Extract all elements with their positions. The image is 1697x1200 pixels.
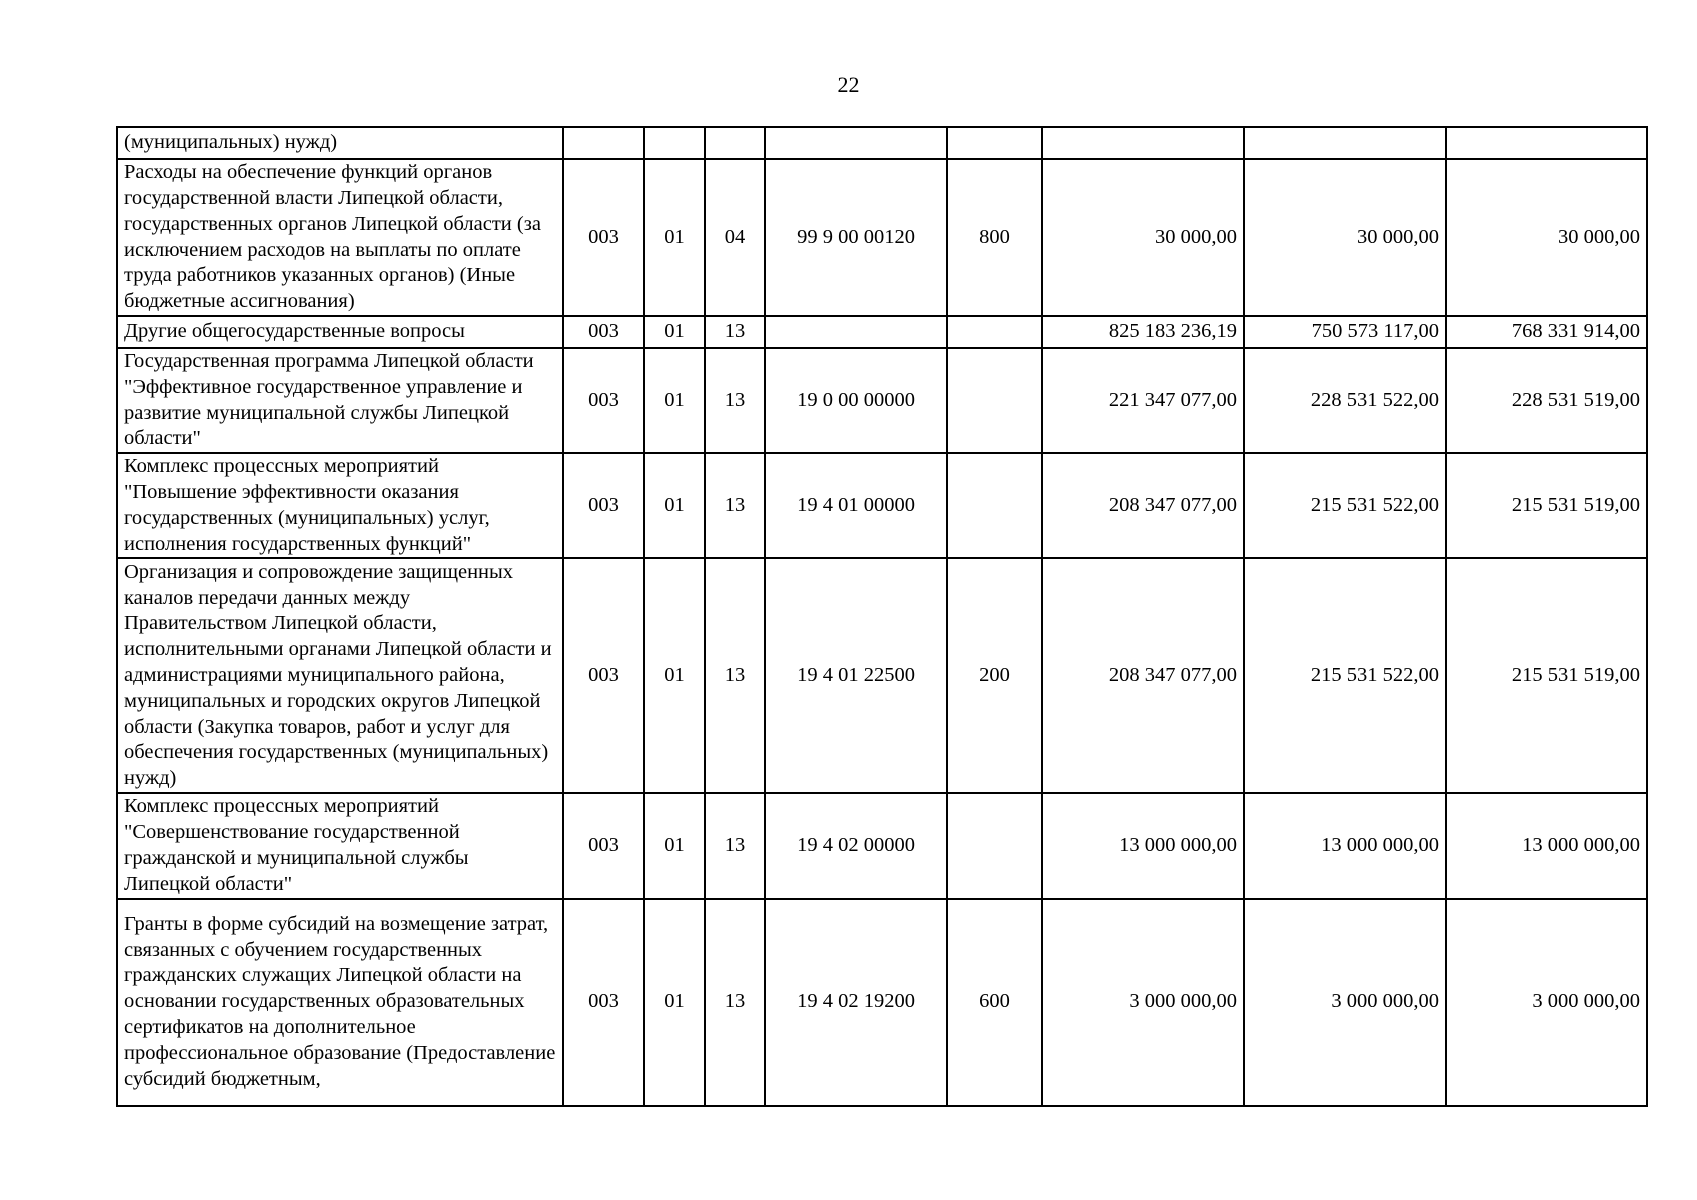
target-code: 19 4 01 00000 xyxy=(765,453,947,558)
section-code: 01 xyxy=(644,793,705,898)
admin-code xyxy=(563,127,644,159)
amount-year-2: 30 000,00 xyxy=(1244,159,1446,316)
section-code xyxy=(644,127,705,159)
section-code: 01 xyxy=(644,316,705,348)
amount-year-1: 13 000 000,00 xyxy=(1042,793,1244,898)
admin-code: 003 xyxy=(563,348,644,453)
admin-code: 003 xyxy=(563,316,644,348)
target-code: 19 4 02 19200 xyxy=(765,899,947,1106)
target-code: 99 9 00 00120 xyxy=(765,159,947,316)
amount-year-3: 13 000 000,00 xyxy=(1446,793,1647,898)
row-description: Государственная программа Липецкой области "Эффективное государственное управление и развитие муниципальной службы Липецкой области" xyxy=(117,348,563,453)
table-row xyxy=(117,558,1647,793)
amount-year-2: 13 000 000,00 xyxy=(1244,793,1446,898)
row-description: Расходы на обеспечение функций органов государственной власти Липецкой области, государственных органов Липецкой области (за исключением расходов на выплаты по оплате труда работников указанных органов) (Иные бюджетные ассигнования) xyxy=(117,159,563,316)
expense-type-code xyxy=(947,316,1042,348)
table-row xyxy=(117,348,1647,453)
amount-year-3: 30 000,00 xyxy=(1446,159,1647,316)
table-row xyxy=(117,793,1647,898)
table-row xyxy=(117,316,1647,348)
row-description: Организация и сопровождение защищенных каналов передачи данных между Правительством Липецкой области, исполнительными органами Липецкой области и администрациями муниципального района, муниципальных и городских округов Липецкой области (Закупка товаров, работ и услуг для обеспечения государственных (муниципальных) нужд) xyxy=(117,558,563,793)
expense-type-code: 800 xyxy=(947,159,1042,316)
amount-year-3: 215 531 519,00 xyxy=(1446,558,1647,793)
expense-type-code xyxy=(947,793,1042,898)
amount-year-2: 215 531 522,00 xyxy=(1244,558,1446,793)
expense-type-code: 200 xyxy=(947,558,1042,793)
amount-year-3: 215 531 519,00 xyxy=(1446,453,1647,558)
section-code: 01 xyxy=(644,558,705,793)
target-code: 19 4 01 22500 xyxy=(765,558,947,793)
table-row xyxy=(117,899,1647,1106)
section-code: 01 xyxy=(644,899,705,1106)
amount-year-3: 768 331 914,00 xyxy=(1446,316,1647,348)
amount-year-3: 3 000 000,00 xyxy=(1446,899,1647,1106)
amount-year-1: 208 347 077,00 xyxy=(1042,453,1244,558)
amount-year-1 xyxy=(1042,127,1244,159)
table-row xyxy=(117,127,1647,159)
amount-year-2: 215 531 522,00 xyxy=(1244,453,1446,558)
amount-year-1: 3 000 000,00 xyxy=(1042,899,1244,1106)
amount-year-2: 750 573 117,00 xyxy=(1244,316,1446,348)
target-code xyxy=(765,127,947,159)
expense-type-code xyxy=(947,453,1042,558)
subsection-code: 13 xyxy=(705,348,765,453)
target-code: 19 4 02 00000 xyxy=(765,793,947,898)
subsection-code xyxy=(705,127,765,159)
row-description: (муниципальных) нужд) xyxy=(117,127,563,159)
section-code: 01 xyxy=(644,348,705,453)
subsection-code: 13 xyxy=(705,316,765,348)
subsection-code: 13 xyxy=(705,558,765,793)
expense-type-code: 600 xyxy=(947,899,1042,1106)
budget-table xyxy=(116,126,1648,1107)
table-row xyxy=(117,159,1647,316)
row-description: Комплекс процессных мероприятий "Повышение эффективности оказания государственных (муниципальных) услуг, исполнения государственных функций" xyxy=(117,453,563,558)
row-description: Гранты в форме субсидий на возмещение затрат, связанных с обучением государственных гражданских служащих Липецкой области на основании государственных образовательных сертификатов на дополнительное профессиональное образование (Предоставление субсидий бюджетным, xyxy=(117,899,563,1106)
amount-year-1: 30 000,00 xyxy=(1042,159,1244,316)
subsection-code: 13 xyxy=(705,899,765,1106)
amount-year-3 xyxy=(1446,127,1647,159)
admin-code: 003 xyxy=(563,899,644,1106)
amount-year-1: 221 347 077,00 xyxy=(1042,348,1244,453)
row-description: Другие общегосударственные вопросы xyxy=(117,316,563,348)
expense-type-code xyxy=(947,348,1042,453)
admin-code: 003 xyxy=(563,453,644,558)
amount-year-1: 825 183 236,19 xyxy=(1042,316,1244,348)
table-row xyxy=(117,453,1647,558)
section-code: 01 xyxy=(644,453,705,558)
amount-year-3: 228 531 519,00 xyxy=(1446,348,1647,453)
amount-year-2: 3 000 000,00 xyxy=(1244,899,1446,1106)
page-number: 22 xyxy=(837,72,860,97)
amount-year-2: 228 531 522,00 xyxy=(1244,348,1446,453)
admin-code: 003 xyxy=(563,793,644,898)
section-code: 01 xyxy=(644,159,705,316)
target-code: 19 0 00 00000 xyxy=(765,348,947,453)
amount-year-1: 208 347 077,00 xyxy=(1042,558,1244,793)
subsection-code: 04 xyxy=(705,159,765,316)
admin-code: 003 xyxy=(563,159,644,316)
target-code xyxy=(765,316,947,348)
amount-year-2 xyxy=(1244,127,1446,159)
row-description: Комплекс процессных мероприятий "Совершенствование государственной гражданской и муниципальной службы Липецкой области" xyxy=(117,793,563,898)
expense-type-code xyxy=(947,127,1042,159)
subsection-code: 13 xyxy=(705,453,765,558)
admin-code: 003 xyxy=(563,558,644,793)
subsection-code: 13 xyxy=(705,793,765,898)
